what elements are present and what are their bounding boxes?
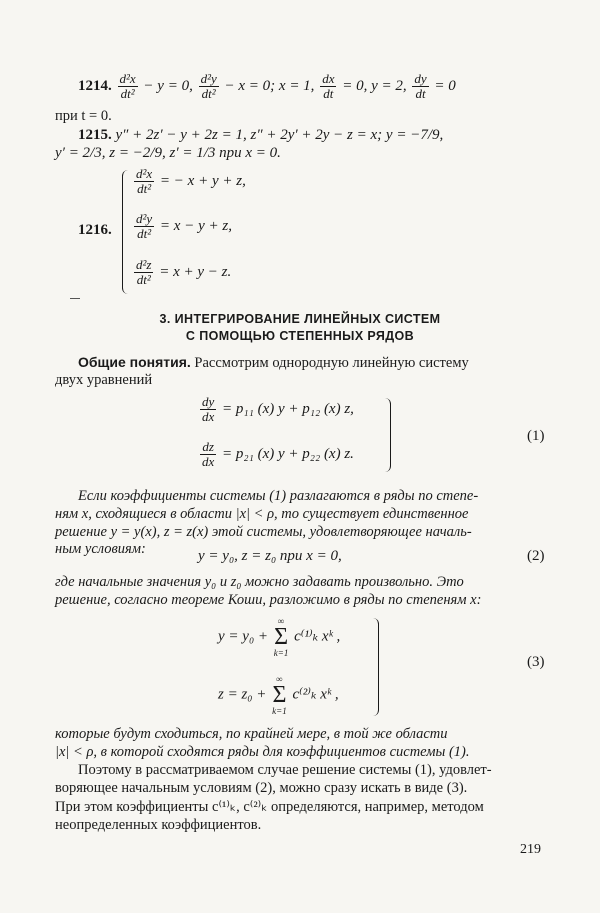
system3-eq2: z = z₀ + ∞ Σ k=1 c⁽²⁾ₖ xᵏ , [218,674,339,716]
dash-mark [70,298,80,299]
fraction: $\frac{dy}{dt}$ [414,71,427,101]
system1-eq1: $\frac{dy}{dx}$ = p₁₁ (x) y + p₁₂ (x) z, [202,394,354,424]
equation-number: (2) [527,548,545,564]
system1-eq2: $\frac{dz}{dx}$ = p₂₁ (x) y + p₂₂ (x) z. [202,439,354,469]
problem-number: 1216. [78,222,112,238]
equation-number: (3) [527,654,545,670]
intro-bold: Общие понятия. [78,354,191,370]
left-brace [122,170,131,294]
problem-1215-line2: y′ = 2/3, z = −2/9, z′ = 1/3 при x = 0. [55,145,281,161]
system-equation: $\frac{\text{d²y}}{\text{dt²}}$ = x − y + z, [136,211,232,241]
para1-line4: ным условиям: [55,541,146,557]
para2-line1: где начальные значения y₀ и z₀ можно задавать произвольно. Это [55,574,464,590]
system-equation: $\frac{\text{d²z}}{\text{dt²}}$ = x + y − z. [136,257,232,287]
para1-line3: решение y = y(x), z = z(x) этой системы, удовлетворяющее началь- [55,524,472,540]
condition: x = 1, [278,77,315,94]
fraction: $\frac{\text{d²y}}{\text{dt²}}$ [200,71,217,101]
page-number: 219 [520,842,541,857]
para1-line2: ням x, сходящиеся в области |x| < ρ, то существует единственное [55,506,469,522]
fraction: $\frac{dy}{dx}$ [202,394,215,424]
fraction: $\frac{dx}{dt}$ [322,71,335,101]
fraction: $\frac{\text{d²y}}{\text{dt²}}$ [136,211,153,241]
problem-number: 1214. [78,77,112,94]
fraction: $\frac{\text{d²x}}{\text{dt²}}$ [136,166,153,196]
fraction: $\frac{dz}{dx}$ [202,439,215,469]
para4-line2: воряющее начальным условиям (2), можно сразу искать в виде (3). [55,780,468,796]
condition: = 0, [342,77,368,94]
intro-line2: двух уравнений [55,372,153,388]
para3-line2: |x| < ρ, в которой сходятся ряды для коэффициентов системы (1). [55,744,470,760]
sum-symbol: ∞ Σ k=1 [272,674,287,716]
system-equation: $\frac{\text{d²x}}{\text{dt²}}$ = − x + y + z, [136,166,246,196]
condition: y = 2, [371,77,407,94]
fraction: $\frac{\text{d²z}}{\text{dt²}}$ [136,257,152,287]
section-title-line2: С ПОМОЩЬЮ СТЕПЕННЫХ РЯДОВ [185,329,415,343]
para4-line1: Поэтому в рассматриваемом случае решение системы (1), удовлет- [78,762,492,778]
para2-line2: решение, согласно теореме Коши, разложимо в ряды по степеням x: [55,592,482,608]
equation-part: − x = 0; [224,77,276,94]
para4-line3: При этом коэффициенты c⁽¹⁾ₖ, c⁽²⁾ₖ определяются, например, методом [55,799,484,815]
section-title-line1: 3. ИНТЕГРИРОВАНИЕ ЛИНЕЙНЫХ СИСТЕМ [159,312,441,326]
fraction: $\frac{\text{d²x}}{\text{dt²}}$ [119,71,136,101]
right-brace [382,398,391,472]
para4-line4: неопределенных коэффициентов. [55,817,262,833]
equation-part: − y = 0, [143,77,193,94]
problem-number: 1215. [78,127,112,143]
sum-symbol: ∞ Σ k=1 [273,616,289,658]
condition: = 0 [434,77,456,94]
right-brace [370,618,379,716]
intro-line1: Общие понятия. Рассмотрим однородную линейную систему [78,354,469,371]
equation-number: (1) [527,428,545,444]
system3-eq1: y = y₀ + ∞ Σ k=1 c⁽¹⁾ₖ xᵏ , [218,616,341,658]
problem-1214-tail: при t = 0. [55,108,112,124]
para3-line1: которые будут сходиться, по крайней мере, в той же области [55,726,448,742]
problem-1215-line1: 1215. y″ + 2z′ − y + 2z = 1, z″ + 2y′ + 2y − z = x; y = −7/9, [78,127,444,143]
equation-2: y = y₀, z = z₀ при x = 0, [198,548,342,564]
problem-1214 [78,72,456,101]
para1-line1: Если коэффициенты системы (1) разлагаются в ряды по степе- [78,488,479,504]
